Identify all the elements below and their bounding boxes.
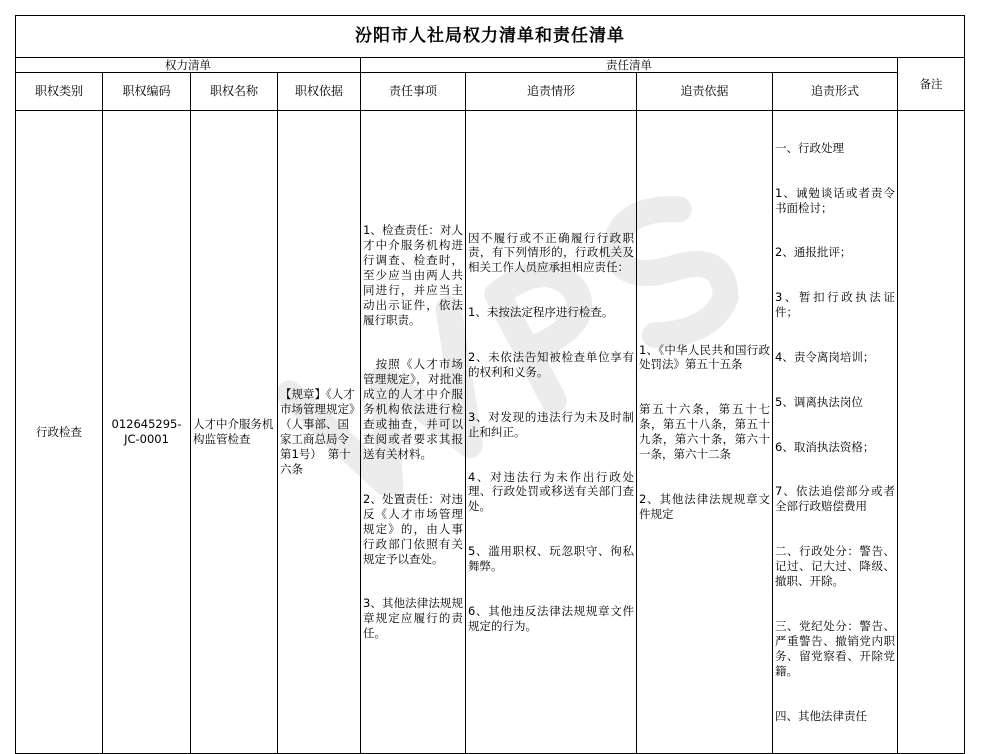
circumstance-line: 5、滥用职权、玩忽职守、徇私舞弊。 bbox=[468, 544, 634, 574]
circumstance-line: 因不履行或不正确履行行政职责，有下列情形的，行政机关及相关工作人员应承担相应责任： bbox=[468, 230, 634, 275]
cell-basis: 【规章】《人才市场管理规定》（人事部、国家工商总局令第1号） 第十六条 bbox=[278, 111, 361, 754]
circumstance-line: 2、未依法告知被检查单位享有的权利和义务。 bbox=[468, 350, 634, 379]
responsibility-list-sheet bbox=[15, 15, 964, 723]
code-line-2: JC-0001 bbox=[124, 432, 169, 447]
accountability-basis-line: 第五十六条，第五十七条，第五十八条，第五十九条，第六十条，第六十一条，第六十二条 bbox=[639, 402, 770, 462]
cell-name: 人才中介服务机构监管检查 bbox=[191, 111, 278, 754]
header-code: 职权编码 bbox=[103, 73, 191, 111]
power-responsibility-table bbox=[15, 15, 965, 754]
duty-line: 3、其他法律法规规章规定应履行的责任。 bbox=[363, 596, 463, 641]
remark-header: 备注 bbox=[898, 58, 965, 111]
cell-code bbox=[103, 111, 191, 754]
header-accountability-basis: 追责依据 bbox=[637, 73, 773, 111]
table-title: 汾阳市人社局权力清单和责任清单 bbox=[16, 16, 965, 58]
accountability-form-line: 3、暂扣行政执法证件； bbox=[775, 290, 895, 320]
duty-line: 2、处置责任：对违反《人才市场管理规定》的，由人事行政部门依照有关规定予以查处。 bbox=[363, 491, 463, 566]
circumstance-line: 3、对发现的违法行为未及时制止和纠正。 bbox=[468, 409, 634, 439]
duty-line: 按照《人才市场管理规定》，对批准成立的人才中介服务机构依法进行检查或抽查，并可以查阅或者要求其报送有关材料。 bbox=[363, 357, 463, 462]
cell-duties bbox=[361, 111, 466, 754]
accountability-form-line: 二、行政处分：警告、记过、记大过、降级、撤职、开除。 bbox=[775, 544, 895, 589]
header-duties: 责任事项 bbox=[361, 73, 466, 111]
cell-accountability-forms bbox=[773, 111, 898, 754]
accountability-form-line: 三、党纪处分：警告、严重警告、撤销党内职务、留党察看、开除党籍。 bbox=[775, 618, 895, 678]
accountability-form-line: 一、行政处理 bbox=[775, 140, 844, 155]
header-accountability-forms: 追责形式 bbox=[773, 73, 898, 111]
cell-circumstances bbox=[466, 111, 637, 754]
accountability-form-line: 5、调离执法岗位 bbox=[775, 394, 863, 409]
accountability-form-line: 4、责令离岗培训； bbox=[775, 350, 875, 364]
accountability-basis-line: 2、其他法律法规规章文件规定 bbox=[639, 491, 770, 521]
accountability-form-line: 7、依法追偿部分或者全部行政赔偿费用 bbox=[775, 484, 895, 514]
circumstance-line: 4、对违法行为未作出行政处理、行政处罚或移送有关部门查处。 bbox=[468, 469, 634, 514]
table-row bbox=[16, 111, 965, 754]
power-list-group-header: 权力清单 bbox=[16, 58, 361, 73]
cell-category: 行政检查 bbox=[16, 111, 103, 754]
code-line-1: 012645295- bbox=[111, 417, 182, 432]
accountability-form-line: 1、诫勉谈话或者责令书面检讨； bbox=[775, 185, 895, 215]
circumstance-line: 1、未按法定程序进行检查。 bbox=[468, 305, 614, 320]
accountability-form-line: 2、通报批评； bbox=[775, 245, 852, 260]
header-circumstances: 追责情形 bbox=[466, 73, 637, 111]
responsibility-list-group-header: 责任清单 bbox=[361, 58, 898, 73]
cell-remark bbox=[898, 111, 965, 754]
duty-line: 1、检查责任：对人才中介服务机构进行调查、检查时，至少应当由两人共同进行，并应当主动出示证件，依法履行职责。 bbox=[363, 223, 463, 327]
accountability-basis-line: 1、《中华人民共和国行政处罚法》第五十五条 bbox=[639, 342, 770, 372]
circumstance-line: 6、其他违反法律法规规章文件规定的行为。 bbox=[468, 603, 634, 633]
header-basis: 职权依据 bbox=[278, 73, 361, 111]
header-name: 职权名称 bbox=[191, 73, 278, 111]
accountability-form-line: 6、取消执法资格； bbox=[775, 439, 875, 454]
accountability-form-line: 四、其他法律责任 bbox=[775, 708, 867, 723]
cell-accountability-basis bbox=[637, 111, 773, 754]
header-category: 职权类别 bbox=[16, 73, 103, 111]
